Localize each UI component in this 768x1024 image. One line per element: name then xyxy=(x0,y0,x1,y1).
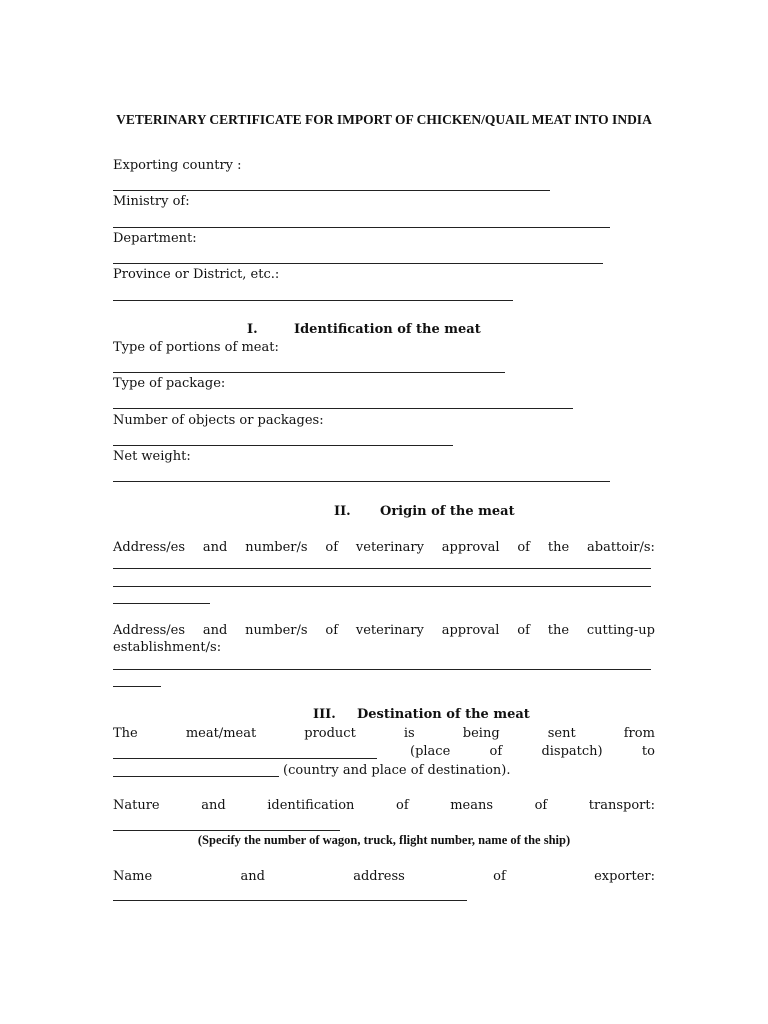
exporting-country-line[interactable] xyxy=(113,190,550,191)
ministry-label: Ministry of: xyxy=(113,194,190,209)
section3-heading: Destination of the meat xyxy=(357,707,530,722)
section1-numeral: I. xyxy=(247,322,258,337)
province-label: Province or District, etc.: xyxy=(113,267,280,282)
cutting-label: Address/es and number/s of veterinary approval of the cutting-up xyxy=(113,623,655,638)
cutting-label-line2: establishment/s: xyxy=(113,640,222,655)
abattoir-line-3[interactable] xyxy=(113,603,210,604)
cutting-line-2[interactable] xyxy=(113,686,161,687)
package-label: Type of package: xyxy=(113,376,226,391)
weight-line[interactable] xyxy=(113,481,610,482)
transport-line[interactable] xyxy=(113,830,340,831)
destination-label: (country and place of destination). xyxy=(283,763,511,778)
exporter-label: Name and address of exporter: xyxy=(113,869,655,884)
transport-note: (Specify the number of wagon, truck, flight number, name of the ship) xyxy=(197,833,571,847)
section2-numeral: II. xyxy=(334,504,351,519)
cutting-line-1[interactable] xyxy=(113,669,651,670)
ministry-line[interactable] xyxy=(113,227,610,228)
portions-label: Type of portions of meat: xyxy=(113,340,279,355)
section1-heading: Identification of the meat xyxy=(294,322,481,337)
sent-from-label: The meat/meat product is being sent from xyxy=(113,726,655,741)
abattoir-label: Address/es and number/s of veterinary approval of the abattoir/s: xyxy=(113,540,655,555)
province-line[interactable] xyxy=(113,300,513,301)
section2-heading: Origin of the meat xyxy=(380,504,515,519)
department-label: Department: xyxy=(113,231,197,246)
weight-label: Net weight: xyxy=(113,449,191,464)
dispatch-place-line[interactable] xyxy=(113,758,377,759)
number-line[interactable] xyxy=(113,445,453,446)
exporter-line[interactable] xyxy=(113,900,467,901)
portions-line[interactable] xyxy=(113,372,505,373)
abattoir-line-1[interactable] xyxy=(113,568,651,569)
dispatch-label: (place of dispatch) to xyxy=(410,744,655,759)
section3-numeral: III. xyxy=(313,707,336,722)
abattoir-line-2[interactable] xyxy=(113,586,651,587)
transport-label: Nature and identification of means of transport: xyxy=(113,798,655,813)
number-label: Number of objects or packages: xyxy=(113,413,324,428)
destination-line[interactable] xyxy=(113,776,279,777)
package-line[interactable] xyxy=(113,408,573,409)
exporting-country-label: Exporting country : xyxy=(113,158,242,173)
department-line[interactable] xyxy=(113,263,603,264)
certificate-title: VETERINARY CERTIFICATE FOR IMPORT OF CHICKEN/QUAIL MEAT INTO INDIA xyxy=(116,112,652,127)
